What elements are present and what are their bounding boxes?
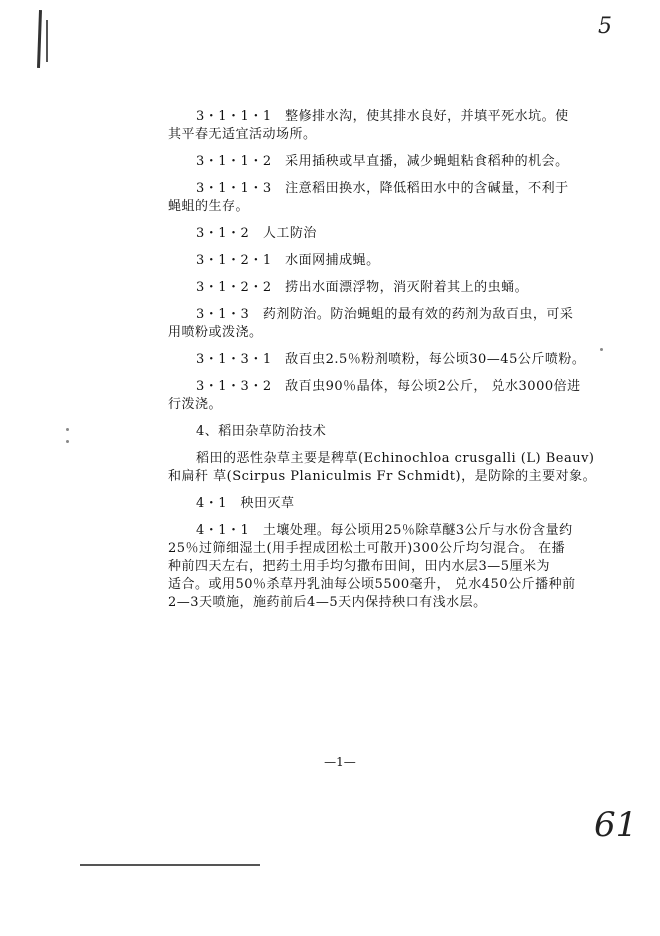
paragraph-item-3-1-1-3 <box>168 180 613 216</box>
text-line: 4、稻田杂草防治技术 <box>196 424 327 439</box>
margin-pen-mark <box>37 10 42 68</box>
text-line: 用喷粉或泼浇。 <box>168 325 263 340</box>
paragraph-item-3-1-3-1 <box>168 351 613 369</box>
bottom-rule <box>80 864 260 866</box>
paragraph-section-4 <box>168 423 613 441</box>
document-body <box>168 108 613 621</box>
text-line: 3・1・2 人工防治 <box>196 226 317 241</box>
text-line: 4・1・1 土壤处理。每公顷用25％除草醚3公斤与水份含量约 <box>196 523 573 538</box>
paragraph-item-3-1-2 <box>168 225 613 243</box>
text-line: 种前四天左右，把药土用手均匀撒布田间，田内水层3—5厘米为 <box>168 559 551 574</box>
paragraph-item-3-1-1-1 <box>168 108 613 144</box>
text-line: 适合。或用50％杀草丹乳油每公顷5500毫升， 兑水450公斤播种前 <box>168 577 576 592</box>
text-line: 3・1・1・2 采用插秧或早直播，减少蝇蛆粘食稻种的机会。 <box>196 154 569 169</box>
scan-speck <box>66 428 69 431</box>
footer-page-number: —1— <box>324 755 356 769</box>
text-line: 3・1・1・3 注意稻田换水，降低稻田水中的含碱量，不利于 <box>196 181 569 196</box>
paragraph-item-3-1-3-2 <box>168 378 613 414</box>
text-line: 25％过筛细湿土(用手捏成团松土可散开)300公斤均匀混合。 在播 <box>168 541 566 556</box>
text-line: 2—3天喷施，施药前后4—5天内保持秧口有浅水层。 <box>168 595 487 610</box>
paragraph-section-4-intro <box>168 450 613 486</box>
text-line: 蝇蛆的生存。 <box>168 199 250 214</box>
text-line: 行泼浇。 <box>168 397 223 412</box>
paragraph-item-3-1-2-1 <box>168 252 613 270</box>
paragraph-item-3-1-3 <box>168 306 613 342</box>
text-line: 和扁秆 草(Scirpus Planiculmis Fr Schmidt)，是防除的主要对象。 <box>168 469 597 484</box>
text-line: 3・1・3・2 敌百虫90％晶体，每公顷2公斤， 兑水3000倍进 <box>196 379 581 394</box>
text-line: 稻田的恶性杂草主要是稗草(Echinochloa crusgalli (L) Beauv) <box>196 451 595 466</box>
paragraph-item-3-1-2-2 <box>168 279 613 297</box>
margin-pen-mark-2 <box>46 20 48 62</box>
scan-speck <box>66 440 69 443</box>
handwritten-archive-number: 61 <box>594 805 638 845</box>
text-line: 3・1・3 药剂防治。防治蝇蛆的最有效的药剂为敌百虫，可采 <box>196 307 574 322</box>
text-line: 3・1・1・1 整修排水沟，使其排水良好，并填平死水坑。使 <box>196 109 569 124</box>
handwritten-page-number: 5 <box>598 14 612 39</box>
paragraph-item-3-1-1-2 <box>168 153 613 171</box>
text-line: 4・1 秧田灭草 <box>196 496 295 511</box>
text-line: 3・1・3・1 敌百虫2.5％粉剂喷粉，每公顷30—45公斤喷粉。 <box>196 352 586 367</box>
text-line: 3・1・2・1 水面网捕成蝇。 <box>196 253 380 268</box>
scan-speck <box>600 348 603 351</box>
text-line: 3・1・2・2 捞出水面漂浮物，消灭附着其上的虫蛹。 <box>196 280 529 295</box>
paragraph-item-4-1 <box>168 495 613 513</box>
paragraph-item-4-1-1 <box>168 522 613 612</box>
text-line: 其平春无适宜活动场所。 <box>168 127 317 142</box>
